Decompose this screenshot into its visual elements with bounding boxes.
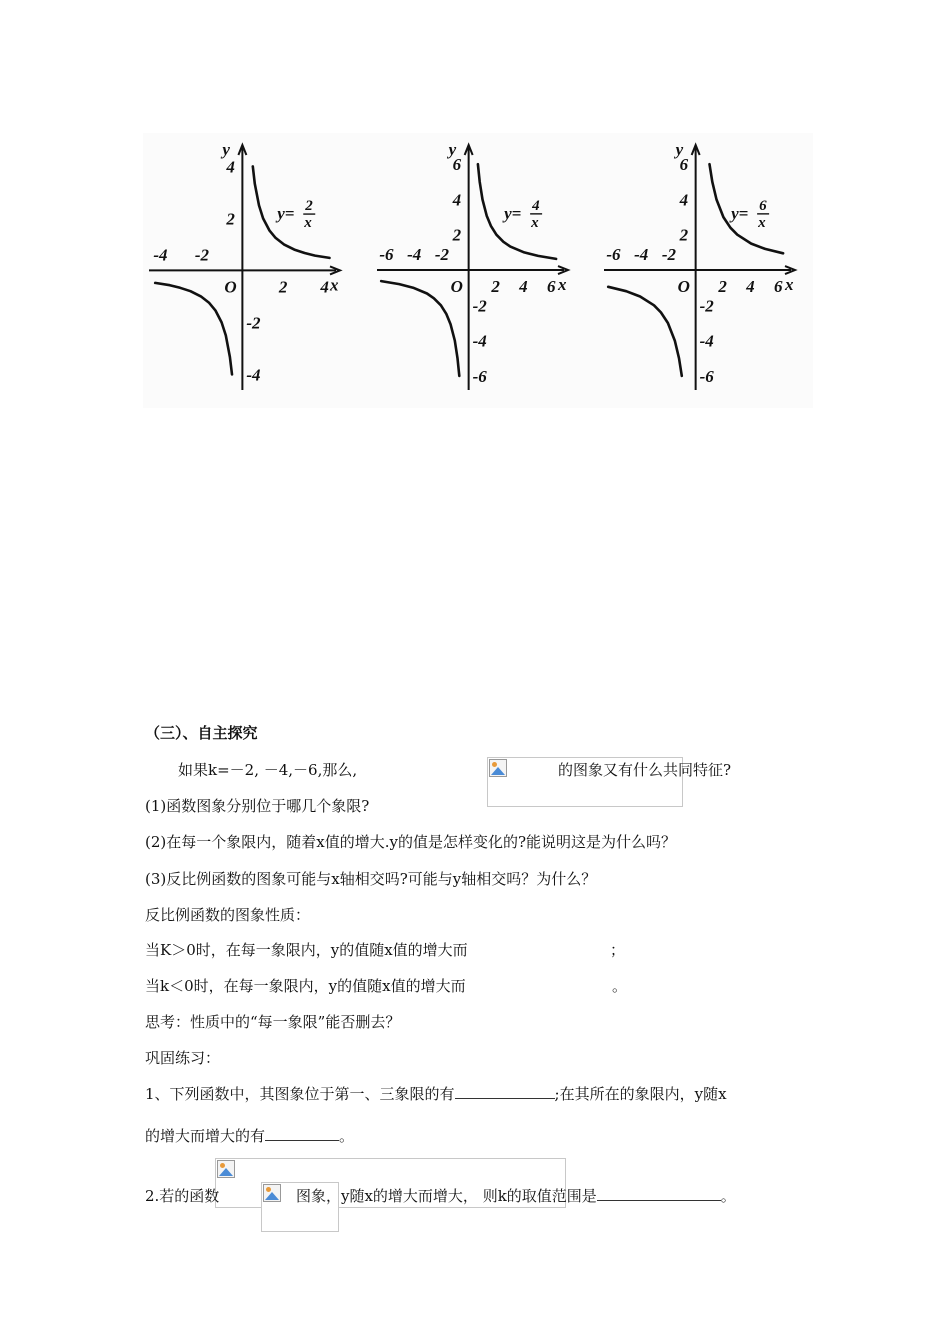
- exercise-2-blank[interactable]: [597, 1186, 721, 1201]
- y-tick-label: 4: [679, 190, 689, 210]
- equation-label-denominator: x: [304, 215, 312, 232]
- y-axis-label: y: [448, 140, 457, 159]
- x-tick-label: 4: [746, 277, 755, 297]
- hyperbola-graphs-figure: [143, 133, 813, 408]
- y-tick-label: -2: [699, 296, 714, 316]
- x-axis-label: x: [785, 275, 794, 295]
- origin-label: O: [224, 277, 237, 297]
- y-tick-label: -4: [246, 365, 261, 385]
- x-tick-label: -2: [661, 245, 677, 265]
- exercise-1-blank-2[interactable]: [265, 1126, 339, 1141]
- practice-title: 巩固练习：: [145, 1049, 221, 1067]
- exercise-2-text-c: 。: [720, 1187, 736, 1205]
- x-tick-label: 2: [278, 277, 288, 297]
- x-tick-label: 2: [491, 277, 500, 297]
- graph-y-6-over-x: [598, 133, 808, 408]
- y-tick-label: 2: [679, 225, 689, 245]
- property-title: 反比例函数的图象性质：: [145, 906, 311, 924]
- y-tick-label: -4: [472, 331, 487, 351]
- exercise-2-text-a: 2.若的函数: [145, 1187, 220, 1205]
- equation-label-y: y=: [504, 203, 522, 223]
- intro-text-left: 如果k=－2, －4,－6,那么,: [178, 761, 358, 779]
- equation-label-numerator: 4: [532, 197, 540, 214]
- question-1: (1)函数图象分别位于哪几个象限?: [145, 797, 370, 815]
- y-tick-label: 6: [679, 155, 689, 175]
- x-tick-label: -4: [153, 245, 168, 265]
- graph-y-4-over-x: [371, 133, 581, 408]
- y-tick-label: -6: [699, 366, 714, 386]
- equation-label-denominator: x: [531, 214, 539, 231]
- x-tick-label: -6: [606, 245, 621, 265]
- think-question: 思考：性质中的“每一象限”能否删去？: [145, 1013, 401, 1031]
- curve-third-quadrant: [155, 283, 232, 375]
- exercise-1-line-2: [145, 1126, 354, 1146]
- property-positive-end: ；: [610, 941, 626, 959]
- y-tick-label: 4: [452, 190, 462, 210]
- x-tick-label: 2: [718, 277, 727, 297]
- x-tick-label: -2: [194, 245, 210, 265]
- y-tick-label: -6: [472, 366, 487, 386]
- y-tick-label: 2: [226, 209, 235, 229]
- exercise-1-text-a: 1、下列函数中，其图象位于第一、三象限的有: [145, 1085, 455, 1103]
- equation-label-numerator: 6: [759, 197, 767, 214]
- section-title: （三）、自主探究: [145, 724, 258, 742]
- x-axis-label: x: [330, 275, 339, 295]
- origin-label: O: [450, 277, 463, 297]
- curve-third-quadrant: [381, 281, 459, 376]
- exercise-1-text-b: ;在其所在的象限内，y随x: [554, 1085, 727, 1103]
- exercise-2-text-b: 图象，y随x的增大而增大， 则k的取值范围是: [296, 1187, 597, 1205]
- broken-image-icon: [489, 759, 507, 777]
- y-axis-label: y: [675, 140, 684, 159]
- y-tick-label: 2: [452, 225, 462, 245]
- intro-text-right: 的图象又有什么共同特征?: [558, 761, 732, 779]
- x-tick-label: 4: [320, 277, 329, 297]
- exercise-2-line: [296, 1186, 736, 1206]
- x-tick-label: -6: [379, 245, 394, 265]
- x-tick-label: 6: [773, 277, 783, 297]
- x-tick-label: -4: [407, 245, 422, 265]
- x-tick-label: 6: [546, 277, 556, 297]
- exercise-1-text-c: 的增大而增大的有: [145, 1127, 266, 1145]
- x-axis-label: x: [558, 275, 567, 295]
- x-tick-label: -2: [434, 245, 450, 265]
- property-positive-k: 当K＞0时，在每一象限内，y的值随x值的增大而: [145, 941, 468, 959]
- property-negative-k: 当k＜0时，在每一象限内，y的值随x值的增大而: [145, 977, 466, 995]
- exercise-1-text-d: 。: [339, 1127, 355, 1145]
- question-3: (3)反比例函数的图象可能与x轴相交吗?可能与y轴相交吗？为什么？: [145, 870, 597, 888]
- broken-image-icon: [217, 1160, 235, 1178]
- property-negative-end: 。: [612, 977, 628, 995]
- equation-label-numerator: 2: [305, 198, 313, 215]
- exercise-1-line-1: [145, 1084, 727, 1104]
- y-tick-label: -4: [699, 331, 714, 351]
- curve-third-quadrant: [608, 287, 682, 376]
- broken-image-icon: [263, 1184, 281, 1202]
- graph-y-2-over-x: [143, 133, 353, 408]
- origin-label: O: [677, 277, 690, 297]
- y-tick-label: 6: [452, 155, 462, 175]
- y-tick-label: -2: [472, 296, 487, 316]
- question-2: (2)在每一个象限内，随着x值的增大.y的值是怎样变化的?能说明这是为什么吗？: [145, 833, 676, 851]
- x-tick-label: -4: [634, 245, 649, 265]
- equation-label-y: y=: [731, 203, 749, 223]
- y-tick-label: 4: [226, 157, 235, 177]
- exercise-1-blank-1[interactable]: [455, 1084, 555, 1099]
- y-axis-label: y: [222, 140, 230, 159]
- equation-label-denominator: x: [758, 214, 766, 231]
- x-tick-label: 4: [519, 277, 528, 297]
- equation-label-y: y=: [277, 204, 295, 224]
- y-tick-label: -2: [246, 313, 261, 333]
